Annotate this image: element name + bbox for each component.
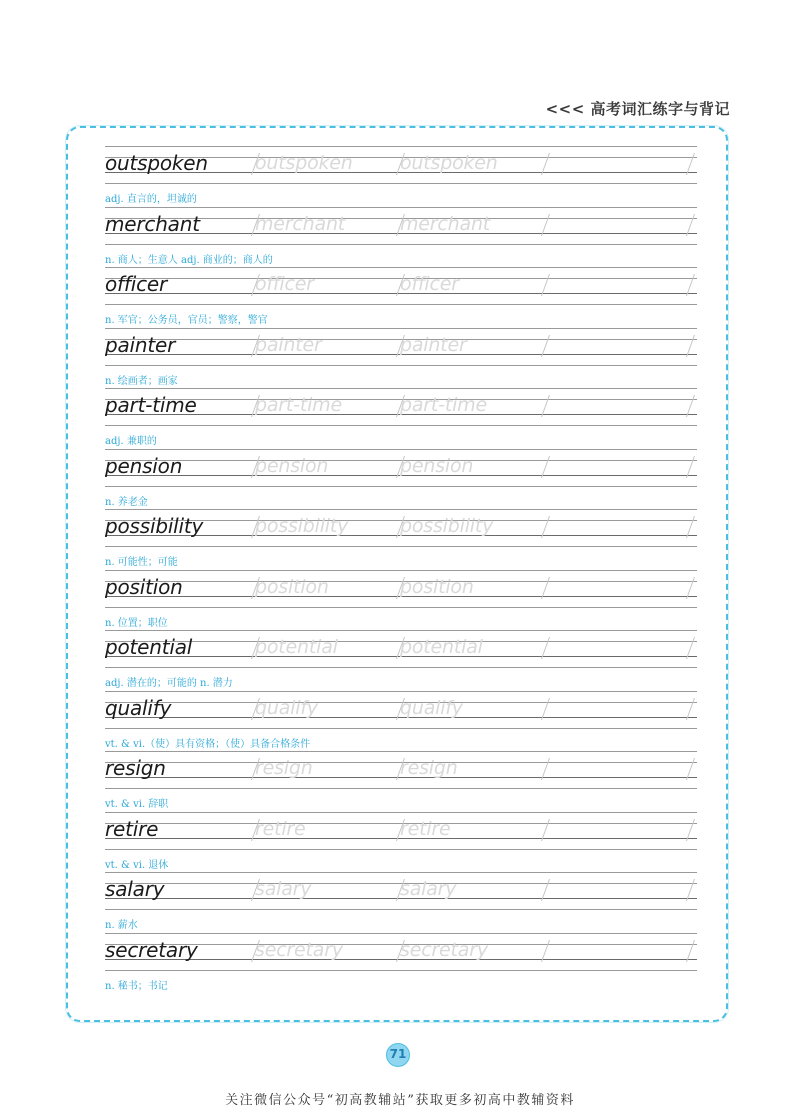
vocabulary-entry [105,385,697,446]
writing-line [105,933,697,934]
writing-line [105,388,697,389]
writing-line [105,691,697,692]
vocabulary-word: merchant [105,211,200,236]
tracing-word: position [255,575,329,598]
tracing-word: salary [255,878,312,900]
word-definition: adj. 兼职的 [105,436,157,447]
writing-line [105,570,697,571]
writing-line [105,788,697,789]
vocabulary-word: part-time [105,393,197,417]
vocabulary-word: position [105,574,183,599]
tracing-word: pension [400,454,474,477]
writing-line [105,849,697,850]
page-header-title: <<< 高考词汇练字与背记 [545,100,730,118]
vocabulary-list [105,143,697,990]
vocabulary-entry [105,264,697,325]
tracing-word: qualify [400,696,463,719]
vocabulary-word: outspoken [105,151,208,175]
tracing-word: retire [255,817,306,840]
word-definition: vt. & vi. 退休 [105,859,169,871]
tracing-word: salary [400,878,457,900]
writing-line [105,812,697,813]
tracing-word: officer [255,273,314,295]
tracing-word: outspoken [255,152,353,174]
tracing-word: position [400,575,474,598]
writing-line [105,365,697,366]
tracing-word: potential [255,636,338,658]
vocabulary-word: painter [105,332,176,357]
writing-line [105,728,697,729]
writing-line [105,304,697,305]
vocabulary-word: potential [105,635,193,659]
word-definition: n. 可能性；可能 [105,557,178,568]
vocabulary-word: qualify [105,695,172,720]
tracing-word: retire [400,817,451,840]
vocabulary-word: resign [105,756,166,780]
vocabulary-entry [105,204,697,265]
tracing-word: painter [255,333,322,356]
word-definition: n. 养老金 [105,496,148,508]
word-definition: vt. & vi.（使）具有资格；（使）具备合格条件 [105,738,311,750]
word-definition: adj. 直言的，坦诚的 [105,194,197,205]
writing-line [105,970,697,971]
vocabulary-entry [105,748,697,809]
word-definition: n. 秘书；书记 [105,980,168,992]
word-definition: adj. 潜在的；可能的 n. 潜力 [105,678,233,689]
tracing-word: part-time [255,394,342,416]
tracing-word: officer [400,273,459,295]
writing-line [105,546,697,547]
footer-note: 关注微信公众号“初高教辅站”获取更多初高中教辅资料 [225,1093,575,1108]
tracing-word: possibility [255,515,349,537]
vocabulary-word: salary [105,877,165,901]
vocabulary-word: pension [105,453,183,478]
writing-line [105,486,697,487]
tracing-word: qualify [255,696,318,719]
tracing-word: secretary [255,938,343,961]
tracing-word: possibility [400,515,494,537]
tracing-word: painter [400,333,467,356]
vocabulary-entry [105,143,697,204]
writing-line [105,751,697,752]
tracing-word: resign [255,757,313,779]
tracing-word: resign [400,757,458,779]
tracing-word: secretary [400,938,488,961]
vocabulary-entry [105,506,697,567]
writing-line [105,607,697,608]
vocabulary-entry [105,627,697,688]
tracing-word: potential [400,636,483,658]
vocabulary-entry [105,567,697,628]
word-definition: n. 绘画者；画家 [105,375,178,387]
vocabulary-word: retire [105,816,159,841]
writing-line [105,328,697,329]
writing-line [105,244,697,245]
writing-line [105,449,697,450]
page-number-badge: 71 [386,1043,410,1067]
vocabulary-entry [105,325,697,386]
vocabulary-entry [105,688,697,749]
vocabulary-entry [105,809,697,870]
word-definition: n. 位置；职位 [105,617,168,629]
vocabulary-word: possibility [105,514,204,538]
word-definition: n. 商人；生意人 adj. 商业的；商人的 [105,254,273,266]
vocabulary-entry [105,446,697,507]
vocabulary-word: officer [105,272,167,296]
vocabulary-word: secretary [105,937,198,962]
writing-line [105,207,697,208]
writing-line [105,872,697,873]
writing-line [105,146,697,147]
word-definition: n. 军官；公务员，官员；警察，警官 [105,315,268,326]
writing-line [105,425,697,426]
word-definition: vt. & vi. 辞职 [105,799,169,810]
tracing-word: pension [255,454,329,477]
tracing-word: outspoken [400,152,498,174]
vocabulary-entry [105,930,697,991]
writing-line [105,909,697,910]
writing-line [105,267,697,268]
writing-line [105,509,697,510]
tracing-word: part-time [400,394,487,416]
word-definition: n. 薪水 [105,920,138,931]
writing-line [105,667,697,668]
tracing-word: merchant [255,212,346,235]
tracing-word: merchant [400,212,491,235]
writing-line [105,630,697,631]
writing-line [105,183,697,184]
vocabulary-entry [105,869,697,930]
